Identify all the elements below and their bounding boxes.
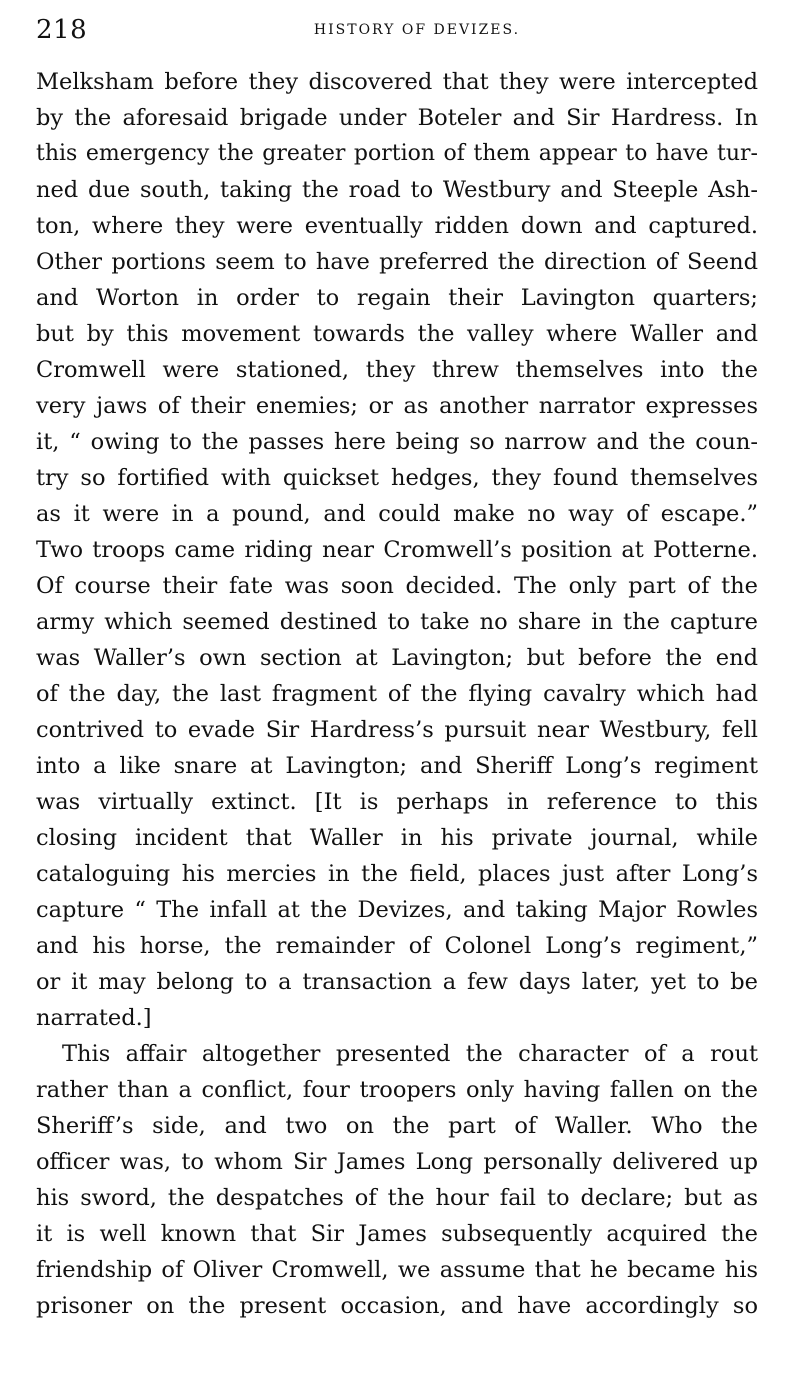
text-line: closing incident that Waller in his private journal, while <box>36 825 758 851</box>
text-line: as it were in a pound, and could make no way of escape.” <box>36 501 758 527</box>
text-line: army which seemed destined to take no share in the capture <box>36 609 758 635</box>
text-line: narrated.] <box>36 1005 152 1031</box>
text-line: ton, where they were eventually ridden down and captured. <box>36 213 758 239</box>
paragraph-1 <box>36 64 758 1036</box>
text-line: contrived to evade Sir Hardress’s pursuit near Westbury, fell <box>36 717 758 743</box>
text-line: Melksham before they discovered that they were intercepted <box>36 69 758 95</box>
text-line: it is well known that Sir James subsequently acquired the <box>36 1221 758 1247</box>
text-line: capture “ The infall at the Devizes, and taking Major Rowles <box>36 897 758 923</box>
text-line: of the day, the last fragment of the flying cavalry which had <box>36 681 758 707</box>
page-number: 218 <box>36 15 88 45</box>
text-line: by the aforesaid brigade under Boteler and Sir Hardress. In <box>36 105 758 131</box>
text-line: and Worton in order to regain their Lavington quarters; <box>36 285 758 311</box>
text-line: or it may belong to a transaction a few days later, yet to be <box>36 969 758 995</box>
text-line: Cromwell were stationed, they threw themselves into the <box>36 357 758 383</box>
text-line: his sword, the despatches of the hour fail to declare; but as <box>36 1185 758 1211</box>
text-line: friendship of Oliver Cromwell, we assume that he became his <box>36 1257 758 1283</box>
text-line: Two troops came riding near Cromwell’s position at Potterne. <box>36 537 758 563</box>
text-line: this emergency the greater portion of them appear to have tur- <box>36 141 758 166</box>
text-line: This affair altogether presented the character of a rout <box>62 1041 758 1067</box>
text-line: try so fortified with quickset hedges, they found themselves <box>36 465 758 491</box>
text-line: Other portions seem to have preferred the direction of Seend <box>36 249 758 275</box>
text-line: was Waller’s own section at Lavington; but before the end <box>36 645 758 671</box>
text-line: Sheriff’s side, and two on the part of Waller. Who the <box>36 1113 758 1139</box>
text-line: very jaws of their enemies; or as another narrator expresses <box>36 393 758 419</box>
text-line: and his horse, the remainder of Colonel Long’s regiment,” <box>36 933 758 959</box>
text-line: but by this movement towards the valley where Waller and <box>36 321 758 347</box>
text-line: cataloguing his mercies in the field, places just after Long’s <box>36 861 758 887</box>
text-line: prisoner on the present occasion, and have accordingly so <box>36 1293 758 1319</box>
text-line: it, “ owing to the passes here being so narrow and the coun- <box>36 429 758 455</box>
text-line: into a like snare at Lavington; and Sheriff Long’s regiment <box>36 753 758 779</box>
text-line: rather than a conflict, four troopers only having fallen on the <box>36 1077 758 1103</box>
paragraph-2 <box>36 1036 758 1324</box>
text-line: ned due south, taking the road to Westbury and Steeple Ash- <box>36 177 758 203</box>
running-head: HISTORY OF DEVIZES. <box>313 22 521 38</box>
text-line: was virtually extinct. [It is perhaps in reference to this <box>36 789 758 815</box>
text-line: officer was, to whom Sir James Long personally delivered up <box>36 1149 758 1175</box>
page-header <box>36 12 758 48</box>
text-line: Of course their fate was soon decided. The only part of the <box>36 573 758 599</box>
body-text <box>36 64 758 1324</box>
